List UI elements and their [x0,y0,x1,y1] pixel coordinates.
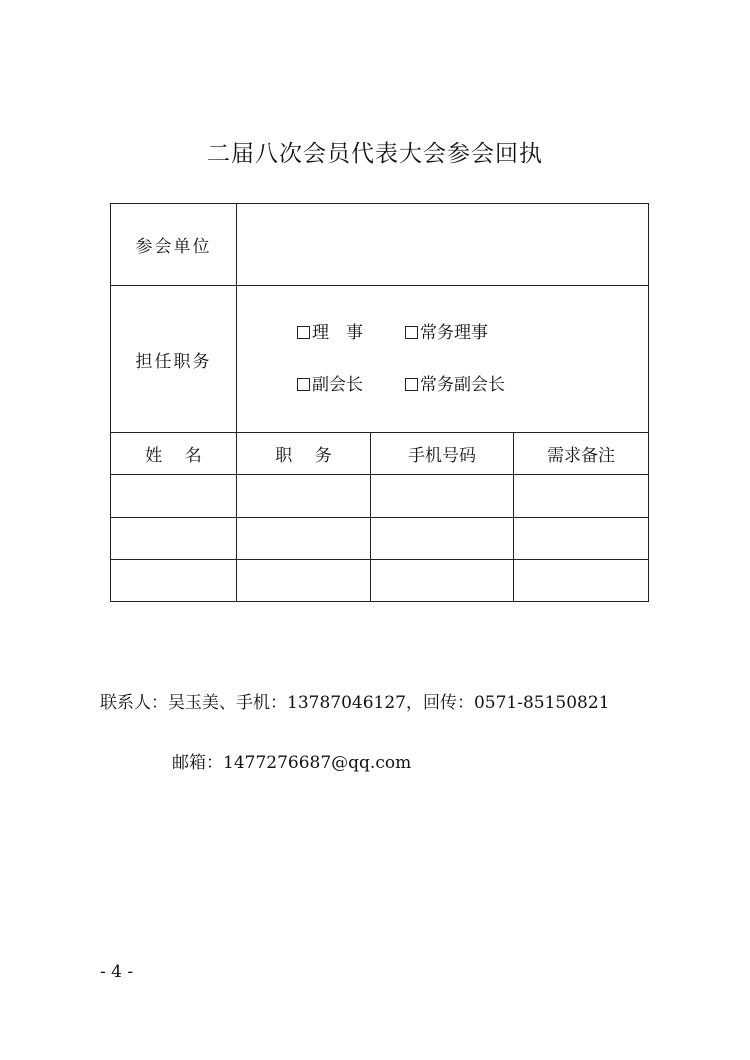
checkbox-icon[interactable] [405,326,418,339]
position-label: 担任职务 [111,286,237,433]
table-cell[interactable] [514,560,649,602]
role-option-director[interactable]: 理 事 [297,320,405,346]
table-row [111,518,649,560]
column-header-title: 职 务 [237,433,371,475]
page-number: - 4 - [100,962,134,982]
table-cell[interactable] [371,560,514,602]
role-line-1 [297,320,648,346]
role-option-vice-president[interactable]: 副会长 [297,372,405,398]
table-cell[interactable] [237,475,371,518]
unit-value-cell[interactable] [237,204,649,286]
role-option-standing-vice-president[interactable]: 常务副会长 [405,372,505,398]
table-cell[interactable] [111,560,237,602]
position-row [111,286,649,433]
table-cell[interactable] [237,518,371,560]
column-header-phone: 手机号码 [371,433,514,475]
table-cell[interactable] [237,560,371,602]
email-info: 邮箱：1477276687@qq.com [172,753,412,773]
contact-info: 联系人：吴玉美、手机：13787046127，回传：0571-85150821 [100,693,610,713]
column-header-row [111,433,649,475]
checkbox-icon[interactable] [297,378,310,391]
table-cell[interactable] [514,475,649,518]
table-row [111,475,649,518]
registration-form-table [110,203,649,602]
table-cell[interactable] [111,518,237,560]
unit-row [111,204,649,286]
role-options-cell [237,286,649,433]
table-cell[interactable] [111,475,237,518]
role-line-2 [297,372,648,398]
column-header-notes: 需求备注 [514,433,649,475]
role-option-standing-director[interactable]: 常务理事 [405,320,488,346]
table-row [111,560,649,602]
table-cell[interactable] [371,475,514,518]
unit-label: 参会单位 [111,204,237,286]
checkbox-icon[interactable] [297,326,310,339]
document-title: 二届八次会员代表大会参会回执 [207,141,543,167]
table-cell[interactable] [371,518,514,560]
checkbox-icon[interactable] [405,378,418,391]
column-header-name: 姓 名 [111,433,237,475]
table-cell[interactable] [514,518,649,560]
